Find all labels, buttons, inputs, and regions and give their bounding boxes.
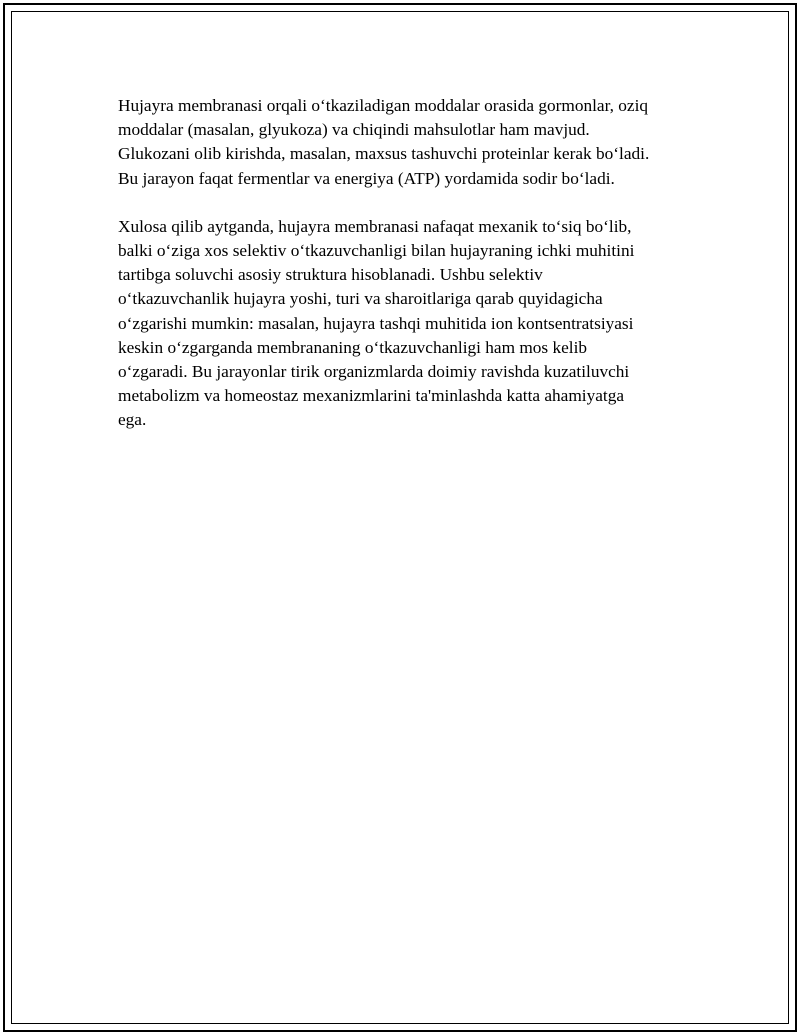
document-body — [118, 94, 698, 457]
text-line: Glukozani olib kirishda, masalan, maxsus tashuvchi proteinlar kerak bo‘ladi. — [118, 144, 650, 164]
paragraph-1 — [118, 94, 698, 191]
text-line: o‘zgaradi. Bu jarayonlar tirik organizmlarda doimiy ravishda kuzatiluvchi — [118, 362, 630, 382]
paragraph-2 — [118, 215, 698, 433]
text-line: o‘zgarishi mumkin: masalan, hujayra tashqi muhitida ion kontsentratsiyasi — [118, 313, 634, 333]
text-line: keskin o‘zgarganda membrananing o‘tkazuvchanligi ham mos kelib — [118, 337, 588, 357]
text-line: Xulosa qilib aytganda, hujayra membranasi nafaqat mexanik to‘siq bo‘lib, — [118, 216, 632, 236]
text-line: metabolizm va homeostaz mexanizmlarini ta'minlashda katta ahamiyatga — [118, 386, 625, 406]
text-line: tartibga soluvchi asosiy struktura hisoblanadi. Ushbu selektiv — [118, 265, 543, 285]
text-line: Bu jarayon faqat fermentlar va energiya (ATP) yordamida sodir bo‘ladi. — [118, 168, 615, 188]
text-line: balki o‘ziga xos selektiv o‘tkazuvchanligi bilan hujayraning ichki muhitini — [118, 241, 635, 261]
text-line: ega. — [118, 410, 147, 430]
text-line: moddalar (masalan, glyukoza) va chiqindi mahsulotlar ham mavjud. — [118, 120, 590, 140]
text-line: o‘tkazuvchanlik hujayra yoshi, turi va sharoitlariga qarab quyidagicha — [118, 289, 603, 309]
text-line: Hujayra membranasi orqali o‘tkaziladigan moddalar orasida gormonlar, oziq — [118, 96, 649, 115]
